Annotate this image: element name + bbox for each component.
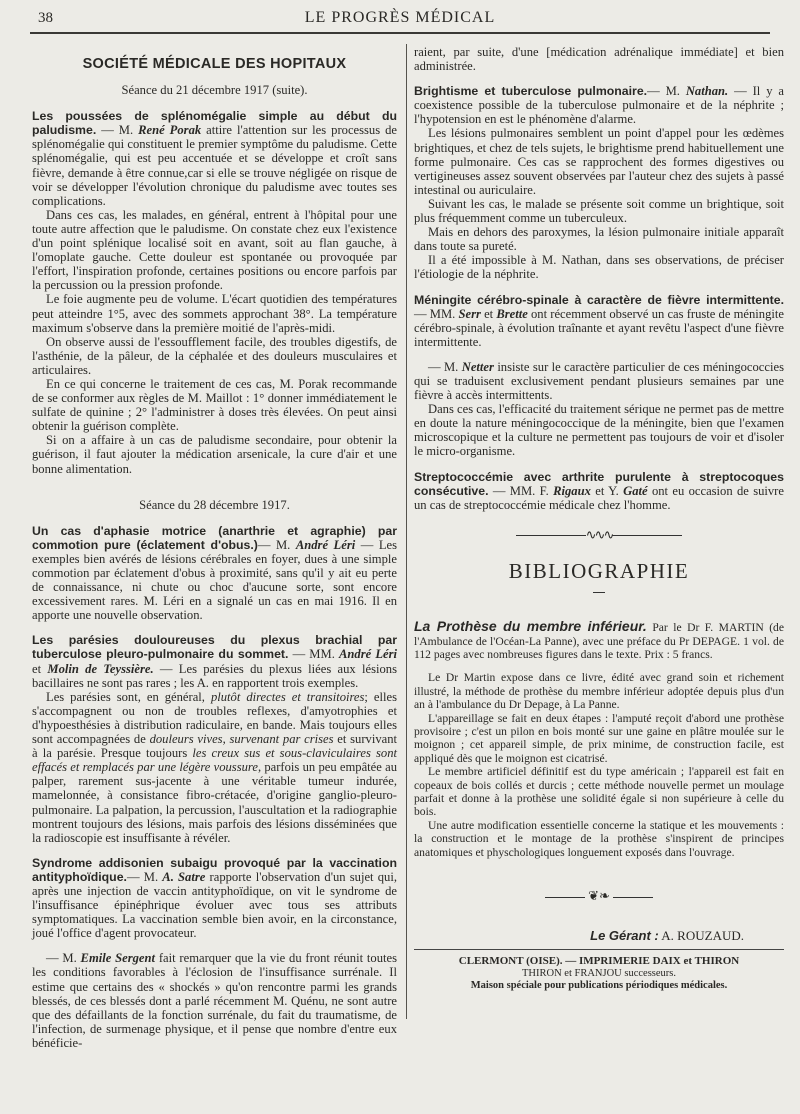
author-name: Netter xyxy=(461,359,494,374)
article-leri: Un cas d'aphasie motrice (anarthrie et agraphie) par commotion pure (éclatement d'obus.)— M. André Léri — Les exemples bien avérés de lésions cérébrales en foyer, dues à une simple commotion par éclatement d'obus à proximité, sans qu'il y ait eu perte de connaissance, ni chute ou choc d'aucune sorte, sont encore excessivement rares. M. Léri en a signalé un cas en mai 1916. Il en apporte une nouvelle observation. xyxy=(32,523,397,623)
review-paragraph: L'appareillage se fait en deux étapes : l'amputé reçoit d'abord une prothèse provisoire ; c'est un pilon en bois monté sur une gaine en plâtre moulée sur le moignon ; cet appareil simple, de prix minime, de construction facile, est appliqué dès que le moignon est cicatrisé. xyxy=(414,711,784,765)
author-name: Rigaux xyxy=(553,483,591,498)
review-paragraph: Une autre modification essentielle concerne la statique et les mouvements : la construction et le montage de la prothèse s'inspirent de principes anatomiques et physchologiques longuement exposés dans l'ouvrage. xyxy=(414,818,784,859)
article-text: ont eu occasion de suivre un cas de streptococcémie médicale chez l'homme. xyxy=(414,483,784,512)
article-text: — Il y a coexistence possible de la tuberculose pulmonaire et de la néphrite ; l'hypotension en est le phénomène d'alarme. xyxy=(414,84,784,127)
article-title: Méningite cérébro-spinale à caractère de fièvre intermittente. xyxy=(414,292,784,307)
article-text: ont récemment observé un cas fruste de méningite cérébro-spinale, à évolution traînante et ayant revêtu l'aspect d'une fièvre intermittente. xyxy=(414,306,784,349)
paragraph: — M. Netter insiste sur le caractère particulier de ces méningococcies qui se traduisent exclusivement pendant plusieurs semaines par une fièvre à accès intermittents. xyxy=(414,359,784,403)
article-nathan: Brightisme et tuberculose pulmonaire.— M. Nathan. — Il y a coexistence possible de la tuberculose pulmonaire et de la néphrite ; l'hypotension en est le phénomène d'alarme. xyxy=(414,84,784,127)
journal-title: LE PROGRÈS MÉDICAL xyxy=(304,9,496,26)
printer-imprint: CLERMONT (OISE). — IMPRIMERIE DAIX et THIRON THIRON et FRANJOU successeurs. Maison spéciale pour publications périodiques médicales. xyxy=(458,955,740,992)
author-name: Emile Sergent xyxy=(80,951,156,966)
left-column xyxy=(32,45,397,1050)
seance-date: Séance du 28 décembre 1917. xyxy=(139,497,290,512)
paragraph: Dans ces cas, les malades, en général, entrent à l'hôpital pour une toute autre affection que le paludisme. On constate chez eux l'existence d'un point splénique localisé soit en avant, soit au flan gauche, à l'omoplate gauche. Cette douleur est spontanée ou provoquée par l'effort, l'inspiration profonde, certaines positions ou encore parfois par la percussion ou la pression profonde. xyxy=(32,207,397,293)
article-title: Brightisme et tuberculose pulmonaire. xyxy=(414,84,648,99)
paragraph: Dans ces cas, l'efficacité du traitement sérique ne permet pas de mettre en doute la nature méningococcique de la méningite, bien que l'examen microscopique et la culture ne permettent pas toujours de voir et d'isoler le micro-organisme. xyxy=(414,402,784,459)
article-satre: Syndrome addisonien subaigu provoqué par la vaccination antityphoïdique.— M. A. Satre rapporte l'observation d'un sujet qui, après une injection de vaccin antityphoïdique, on vit le syndrome de l'insuffisance épinéphrique évoluer avec tous ses attributs symptomatiques. La vaccination semble bien avoir, en la circonstance, joué l'office d'agent provocateur. xyxy=(32,855,397,941)
review-paragraph: Le Dr Martin expose dans ce livre, édité avec grand soin et richement illustré, la méthode de prothèse du membre inférieur adoptée depuis plus d'un an à l'ambulance du Dr Depage, à La Panne. xyxy=(414,671,784,712)
author-name: André Léri xyxy=(339,647,398,662)
seance-date: Séance du 21 décembre 1917 (suite). xyxy=(121,83,308,98)
author-name: A. Satre xyxy=(162,869,206,884)
paragraph: Le foie augmente peu de volume. L'écart quotidien des températures peut atteindre 1°5, avec des sommets approchant 38°. La température maximum s'observe dans la première moitié de l'après-midi. xyxy=(32,292,397,335)
gerant-line: Le Gérant : A. ROUZAUD. xyxy=(590,928,744,944)
article-streptococcemie: Streptococcémie avec arthrite purulente à streptocoques consécutive. — MM. F. Rigaux et Y. Gaté ont eu occasion de suivre un cas de streptococcémie médicale chez l'homme. xyxy=(414,469,784,512)
article-title: Un cas d'aphasie motrice (anarthrie et agraphie) par commotion pure (éclatement d'obus.) xyxy=(32,523,397,552)
book-reference xyxy=(414,620,784,661)
author-name: André Léri xyxy=(295,537,356,552)
heading-dash xyxy=(414,582,784,596)
bibliography-heading: BIBLIOGRAPHIE xyxy=(508,558,690,583)
author-name: Molin de Teyssière. xyxy=(47,661,154,676)
article-title: Les poussées de splénomégalie simple au début du paludisme. xyxy=(32,109,397,138)
article-meningite: Méningite cérébro-spinale à caractère de fièvre intermittente. — MM. Serr et Brette ont récemment observé un cas fruste de méningite cérébro-spinale, à évolution traînante et ayant revêtu l'aspect d'une fièvre intermittente. xyxy=(414,292,784,349)
author-name: Brette xyxy=(496,306,528,321)
paragraph: On observe aussi de l'essoufflement facile, des troubles digestifs, de l'asthénie, de la pâleur, de la céphalée et des douleurs musculaires et articulaires. xyxy=(32,334,397,377)
article-text: — Les parésies du plexus liées aux lésions bacillaires ne sont pas rares ; les A. en rapportent trois exemples. xyxy=(32,661,397,690)
continuation-text: raient, par suite, d'une [médication adrénalique immédiate] et bien administrée. xyxy=(414,45,784,74)
column-divider xyxy=(406,44,407,1019)
paragraph: Les parésies sont, en général, plutôt directes et transitoires; elles s'accompagnent ou non de troubles reflexes, d'amyotrophies et d'hypoesthésies à distribution radiculaire, en bande. Mais toujours elles sont accompagnées de douleurs vives, survenant par crises et survivant à la parésie. Presque toujours les creux sus et sous-claviculaires sont effacés et remplacés par une légère voussure, parfois un peu empâtée au palper, rarement sus-jacente à une véritable tumeur indurée, mamelonnée, à consistance fibro-crétacée, d'origine ganglio-pleuro-pulmonaire. La palpation, la percussion, l'auscultation et la radiographie montrent toujours des lésions, mais parfois des lésions disséminées que la radioscopie est insuffisante à révéler. xyxy=(32,689,398,845)
printer-rule xyxy=(414,949,784,950)
article-text: rapporte l'observation d'un sujet qui, après une injection de vaccin antityphoïdique, on vit le syndrome de l'insuffisance épinéphrique évoluer avec tous ses attributs symptomatiques. La vaccination semble bien avoir, en la circonstance, joué l'office d'agent provocateur. xyxy=(32,869,397,941)
article-paresies: Les parésies douloureuses du plexus brachial par tuberculose pleuro-pulmonaire du sommet. — MM. André Léri et Molin de Teyssière. — Les parésies du plexus liées aux lésions bacillaires ne sont pas rares ; les A. en rapportent trois exemples. xyxy=(32,633,398,690)
author-name: Serr xyxy=(458,306,481,321)
fleuron-ornament: ❦❧ xyxy=(414,889,784,903)
section-divider-ornament: ∿∿∿ xyxy=(414,528,784,542)
author-name: Gaté xyxy=(623,483,648,498)
header-rule xyxy=(30,32,770,34)
page-number: 38 xyxy=(38,10,53,26)
paragraph: Mais en dehors des paroxymes, la lésion pulmonaire initiale apparaît dans toute sa pureté. xyxy=(414,225,784,254)
right-column xyxy=(414,45,784,993)
article-porak: Les poussées de splénomégalie simple au début du paludisme. — M. René Porak attire l'attention sur les processus de splénomégalie qui constituent le premier symptôme du paludisme. Cette splénomégalie, qui est peu accentuée et se développe et croît sans fièvre, demande à être connue,car si elle se trouve négligée on risque de voir se développer l'évolution chronique du paludisme avec toutes ses complications. xyxy=(32,109,397,208)
article-sergent: — M. Emile Sergent fait remarquer que la vie du front réunit toutes les conditions favorables à l'éclosion de l'insuffisance surrénale. Il estime que certains des « shockés » qu'on rencontre parmi les grands blessés, de ces blessés dont a parlé récemment M. Quénu, ne sont autre que des défaillants de la fonction surrénale, du fait du traumatisme, de l'infection, de surmenage physique, et il pense que nombre d'entre eux bénéficie- xyxy=(32,951,397,1050)
article-title: Streptococcémie avec arthrite purulente à streptocoques consécutive. xyxy=(414,469,784,498)
article-title: Syndrome addisonien subaigu provoqué par la vaccination antityphoïdique. xyxy=(32,855,397,884)
author-name: Nathan. xyxy=(685,84,729,99)
book-details: Par le Dr F. MARTIN (de l'Ambulance de l'Océan-La Panne), avec une préface du Pr DEPAGE. 1 vol. de 112 pages avec nombreuses figures dans le texte. Prix : 5 francs. xyxy=(414,621,784,661)
section-title: SOCIÉTÉ MÉDICALE DES HOPITAUX xyxy=(82,56,347,72)
paragraph: Les lésions pulmonaires semblent un point d'appel pour les œdèmes brightiques, et chez de tels sujets, le brightisme prend habituellement une forme pulmonaire. Ces cas se rapprochent des formes digestives ou vertigineuses assez souvent observées par l'auteur chez des sujets à passé intestinal ou auriculaire. xyxy=(414,126,784,197)
review-paragraph: Le membre artificiel définitif est du type américain ; l'appareil est fait en copeaux de bois collés et durcis ; cette méthode nouvelle permet un moulage parfait et donne à la prothèse une solidité égale si non supérieure à celle du bois. xyxy=(414,765,784,819)
paragraph: En ce qui concerne le traitement de ces cas, M. Porak recommande de se conformer aux règles de M. Maillot : 1° donner immédiatement le sulfate de quinine ; 2° l'administrer à doses très élevées. On peut ainsi obtenir la guérison complète. xyxy=(32,376,397,434)
book-title: La Prothèse du membre inférieur. xyxy=(414,618,647,635)
paragraph: Suivant les cas, le malade se présente soit comme un brightique, soit plus fréquemment comme un tuberculeux. xyxy=(414,196,784,226)
article-text: attire l'attention sur les processus de splénomégalie qui constituent le premier symptôme du paludisme. Cette splénomégalie, qui est peu accentuée et se développe et croît sans fièvre, demande à être connue,car si elle se trouve négligée on risque de voir se développer l'évolution chronique du paludisme avec toutes ses complications. xyxy=(32,123,397,208)
gerant-name: A. ROUZAUD. xyxy=(661,928,744,944)
paragraph: Si on a affaire à un cas de paludisme secondaire, pour obtenir la guérison, il faut ajouter la médication arsenicale, la cure d'air et une bonne alimentation. xyxy=(32,433,397,476)
article-text: fait remarquer que la vie du front réunit toutes les conditions favorables à l'éclosion de l'insuffisance surrénale. Il estime que certains des « shockés » qu'on rencontre parmi les grands blessés, de ces blessés dont a parlé récemment M. Quénu, ne sont autre que des défaillants de la fonction surrénale, du fait du traumatisme, de l'infection, de surmenage physique, et il pense que nombre d'entre eux bénéficie- xyxy=(32,951,397,1050)
article-text: Les exemples bien avérés de lésions cérébrales en foyer, dues à une simple commotion par éclatement d'obus à proximité, sans qu'il y ait eu perte de connaissance, ni chute ou choc d'aucune sorte, sont encore excessivement rares. M. Léri en a signalé un cas en mai 1916. Il en apporte une nouvelle observation. xyxy=(32,537,397,623)
author-name: René Porak xyxy=(138,123,202,138)
article-title: Les parésies douloureuses du plexus brachial par tuberculose pleuro-pulmonaire du sommet. xyxy=(32,633,397,662)
paragraph: Il a été impossible à M. Nathan, dans ses observations, de préciser l'étiologie de la néphrite. xyxy=(414,253,784,282)
